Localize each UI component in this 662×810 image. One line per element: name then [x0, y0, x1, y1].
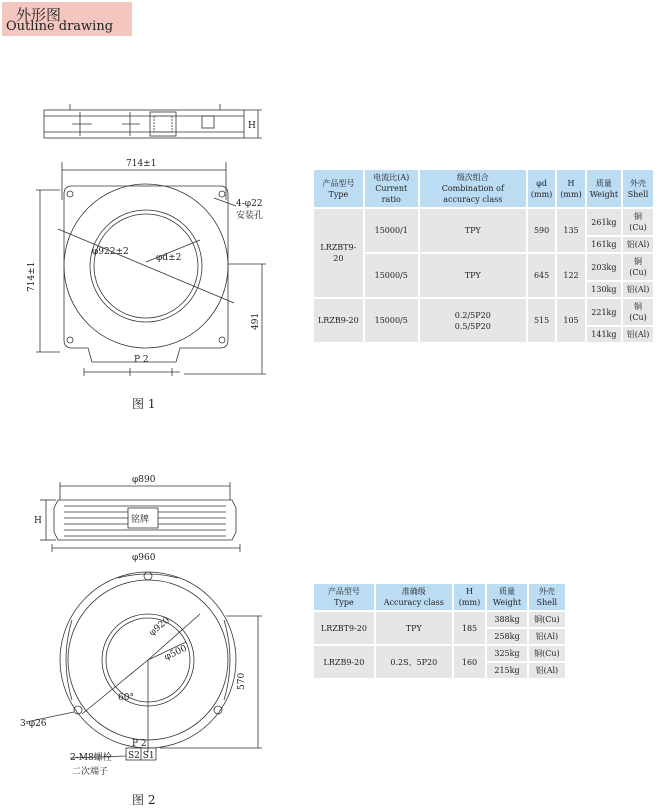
- col-type-zh: 产品型号: [322, 178, 355, 188]
- col-ratio-zh: 电流比(A): [373, 173, 410, 182]
- cell-type: LRZBT9-20: [314, 209, 363, 297]
- fig1-holes: 4-φ22: [236, 199, 263, 209]
- cell-ratio: 15000/5: [365, 299, 418, 342]
- col-shell-en: Shell: [536, 598, 558, 607]
- cell-d: 515: [528, 299, 555, 342]
- col-shell-zh: 外壳: [538, 587, 555, 596]
- fig1-dim-h: H: [248, 121, 256, 131]
- col-h-zh: H: [466, 587, 473, 596]
- fig1-dim-outer: φ922±2: [92, 247, 129, 257]
- fig2-angle: 60°: [118, 693, 134, 703]
- cell-shell: 铝(Al): [529, 629, 565, 644]
- fig1-p2: P 2: [134, 355, 149, 365]
- fig1-holes-zh: 安装孔: [236, 211, 264, 221]
- cell-weight: 215kg: [487, 663, 526, 678]
- cell-class: TPY: [376, 612, 452, 644]
- cell-shell: 铜(Cu): [623, 254, 653, 280]
- spec-table-2: [312, 582, 567, 680]
- fig2-terminal-1: 2-M8螺栓: [70, 753, 112, 763]
- cell-ratio: 15000/1: [365, 209, 418, 252]
- cell-d: 590: [528, 209, 555, 252]
- cell-weight: 130kg: [587, 282, 621, 297]
- cell-shell: 铜(Cu): [623, 209, 653, 235]
- cell-h: 185: [454, 612, 486, 644]
- fig2-nameplate: 铭牌: [131, 515, 150, 525]
- col-class-en: Accuracy class: [383, 598, 444, 607]
- fig1-dim-inner: φd±2: [156, 253, 182, 263]
- col-weight-en: Weight: [589, 189, 619, 199]
- fig1-dim-width: 714±1: [126, 159, 157, 169]
- cell-weight: 161kg: [587, 237, 621, 252]
- cell-weight: 261kg: [587, 209, 621, 235]
- fig2-holes: 3-φ26: [20, 719, 47, 729]
- fig2-dim-h: H: [34, 516, 42, 526]
- cell-class: TPY: [420, 254, 526, 297]
- cell-weight: 141kg: [587, 327, 621, 342]
- cell-type: LRZBT9-20: [314, 612, 374, 644]
- table-row: [314, 612, 565, 627]
- col-class-zh: 级次组合: [456, 173, 489, 182]
- col-type-en: Type: [328, 189, 349, 199]
- col-weight-zh: 质量: [595, 178, 612, 188]
- cell-h: 105: [557, 299, 584, 342]
- cell-class-2: 0.5/5P20: [454, 321, 491, 331]
- cell-class: [420, 299, 526, 342]
- cell-shell: 铝(Al): [623, 327, 653, 342]
- fig1-side-view: [44, 104, 262, 138]
- cell-weight: 325kg: [487, 646, 526, 661]
- col-shell-en: Shell: [627, 189, 649, 199]
- col-class-en: Combination of accuracy class: [441, 184, 504, 204]
- cell-class: TPY: [420, 209, 526, 252]
- col-type-en: Type: [334, 598, 354, 607]
- cell-weight: 388kg: [487, 612, 526, 627]
- fig2-p2: P 2: [132, 739, 147, 749]
- cell-class-1: 0.2/5P20: [454, 310, 491, 320]
- fig2-dim-890: φ890: [132, 475, 156, 485]
- col-d-en: (mm): [530, 189, 553, 199]
- col-shell-zh: 外壳: [630, 178, 647, 188]
- cell-shell: 铜(Cu): [529, 612, 565, 627]
- cell-class: 0.2S、5P20: [376, 646, 452, 678]
- col-d-zh: φd: [536, 178, 547, 188]
- spec-table-1: [312, 168, 655, 344]
- cell-weight: 258kg: [487, 629, 526, 644]
- table-header-row: [314, 170, 653, 207]
- cell-shell: 铝(Al): [623, 282, 653, 297]
- col-h-zh: H: [567, 178, 575, 188]
- cell-shell: 铜(Cu): [623, 299, 653, 325]
- col-ratio-en: Current ratio: [375, 184, 408, 204]
- fig1-caption: 图 1: [132, 397, 156, 411]
- cell-shell: 铜(Cu): [529, 646, 565, 661]
- cell-h: 122: [557, 254, 584, 297]
- fig2-s-labels: S2 S1: [128, 751, 155, 761]
- header-title-zh: 外形图: [16, 6, 62, 24]
- cell-weight: 203kg: [587, 254, 621, 280]
- cell-d: 645: [528, 254, 555, 297]
- table-row: [314, 299, 653, 325]
- col-weight-zh: 质量: [498, 587, 515, 596]
- col-type-zh: 产品型号: [327, 587, 360, 596]
- fig2-terminal-2: 二次端子: [72, 767, 109, 777]
- fig2-dim-920: φ920: [147, 615, 172, 639]
- cell-shell: 铝(Al): [529, 663, 565, 678]
- table-row: [314, 254, 653, 280]
- table-row: [314, 646, 565, 661]
- col-weight-en: Weight: [492, 598, 522, 607]
- cell-h: 160: [454, 646, 486, 678]
- fig1-dim-height: 714±1: [27, 261, 37, 292]
- fig1-front-view: [58, 184, 234, 376]
- cell-type: LRZB9-20: [314, 299, 363, 342]
- cell-weight: 221kg: [587, 299, 621, 325]
- table-header-row: [314, 584, 565, 610]
- fig2-front-view: [26, 572, 262, 760]
- fig2-dim-960: φ960: [132, 553, 156, 563]
- fig2-caption: 图 2: [132, 793, 156, 807]
- fig1-dim-491: 491: [251, 312, 261, 330]
- fig2-dim-500: φ500: [163, 643, 189, 663]
- table-row: [314, 209, 653, 235]
- col-h-en: (mm): [560, 189, 582, 199]
- cell-shell: 铝(Al): [623, 237, 653, 252]
- cell-type: LRZB9-20: [314, 646, 374, 678]
- header-title-en: Outline drawing: [6, 19, 114, 34]
- fig2-dim-570: 570: [237, 672, 247, 690]
- col-h-en: (mm): [458, 598, 481, 607]
- col-class-zh: 准确级: [401, 587, 426, 596]
- cell-ratio: 15000/5: [365, 254, 418, 297]
- cell-h: 135: [557, 209, 584, 252]
